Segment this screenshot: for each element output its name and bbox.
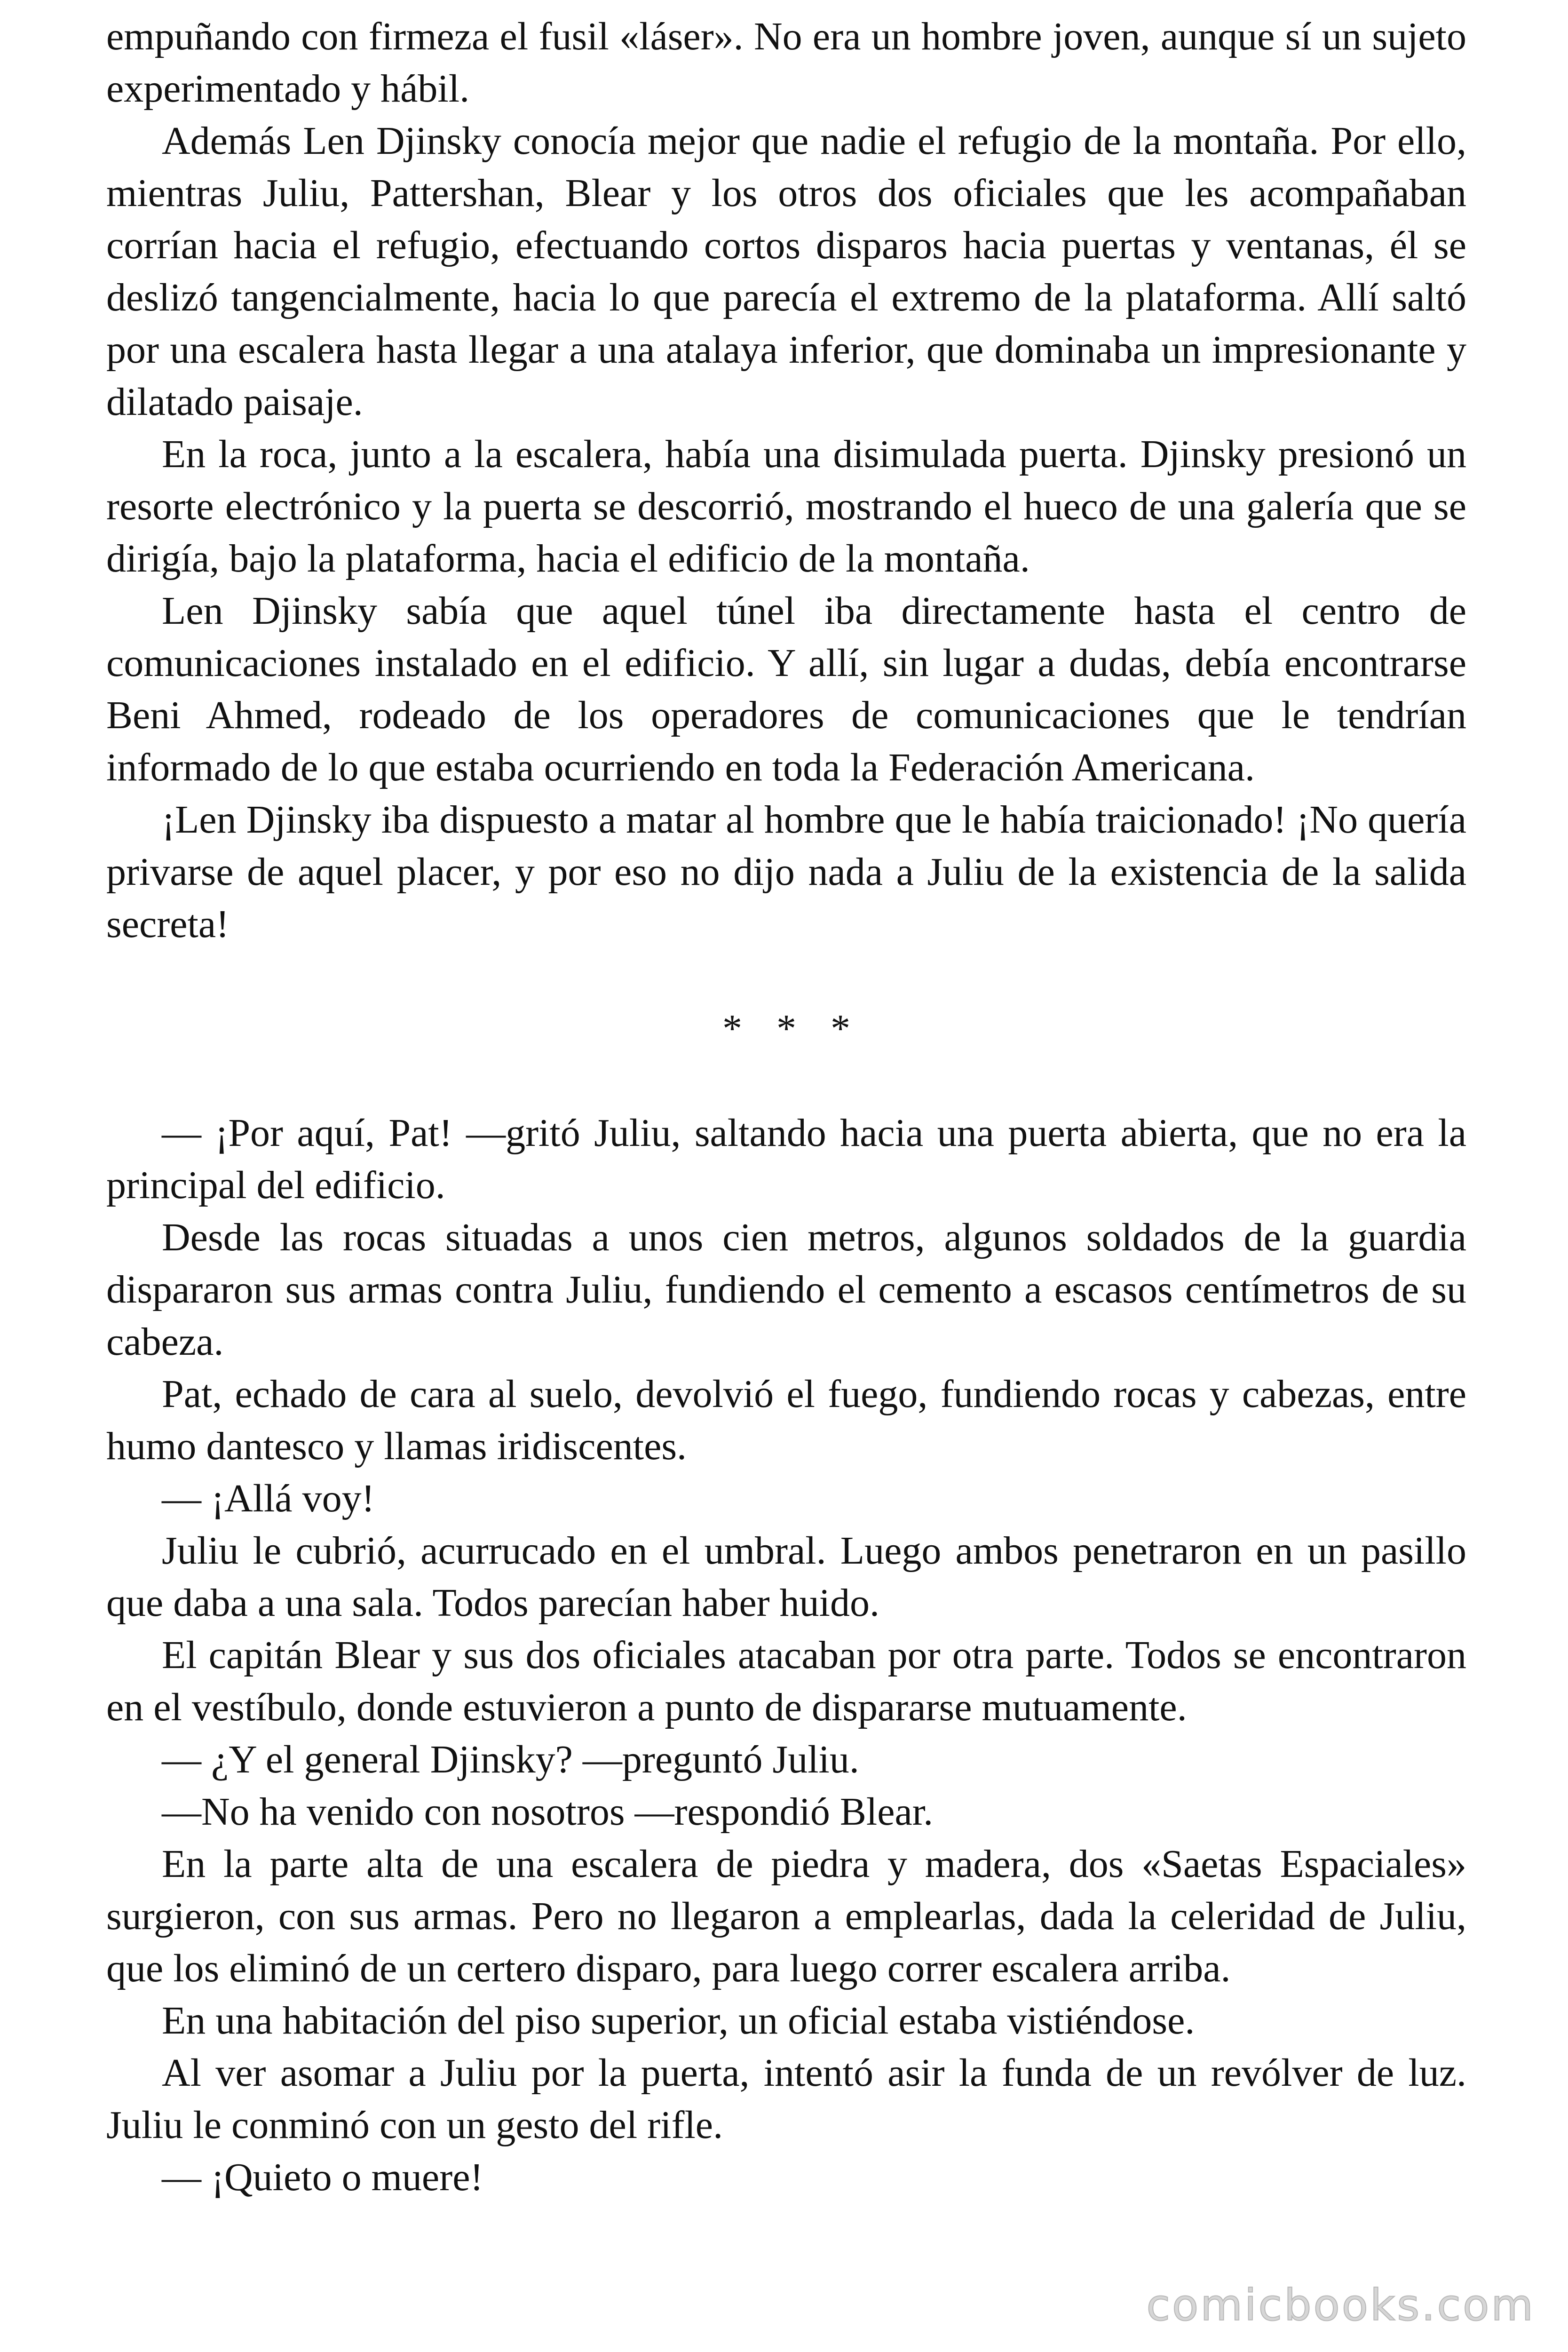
paragraph-revolver: Al ver asomar a Juliu por la puerta, intentó asir la funda de un revólver de luz. Juliu le conminó con un gesto del rifle. <box>106 2051 1466 2147</box>
paragraph-vestibulo: El capitán Blear y sus dos oficiales atacaban por otra parte. Todos se encontraron en el vestíbulo, donde estuvieron a punto de dispararse mutuamente. <box>106 1633 1466 1729</box>
paragraph-dialogue-general: — ¿Y el general Djinsky? —preguntó Juliu. <box>162 1738 859 1781</box>
paragraph-dialogue-blear: —No ha venido con nosotros —respondió Blear. <box>162 1790 934 1834</box>
watermark-logo: comicbooks.com <box>1146 2280 1535 2330</box>
paragraph-habitacion: En una habitación del piso superior, un oficial estaba vistiéndose. <box>162 1999 1195 2042</box>
section-separator <box>106 1002 1466 1107</box>
paragraph-dialogue-quieto: — ¡Quieto o muere! <box>162 2155 483 2199</box>
paragraph-puerta-secreta: En la roca, junto a la escalera, había una disimulada puerta. Djinsky presionó un resorte electrónico y la puerta se descorrió, mostrando el hueco de una galería que se dirigía, bajo la plataforma, hacia el edificio de la montaña. <box>106 432 1466 580</box>
paragraph-dialogue-alla-voy: — ¡Allá voy! <box>162 1477 375 1520</box>
paragraph-disparos-guardia: Desde las rocas situadas a unos cien metros, algunos soldados de la guardia dispararon sus armas contra Juliu, fundiendo el cemento a escasos centímetros de su cabeza. <box>106 1216 1466 1364</box>
paragraph-continuation: empuñando con firmeza el fusil «láser». No era un hombre joven, aunque sí un sujeto experimentado y hábil. <box>106 15 1466 111</box>
text-column <box>106 10 1466 2203</box>
paragraph-venganza: ¡Len Djinsky iba dispuesto a matar al hombre que le había traicionado! ¡No quería privarse de aquel placer, y por eso no dijo nada a Juliu de la existencia de la salida secreta! <box>106 798 1466 946</box>
paragraph-pasillo: Juliu le cubrió, acurrucado en el umbral. Luego ambos penetraron en un pasillo que daba a una sala. Todos parecían haber huido. <box>106 1529 1466 1625</box>
paragraph-tunel: Len Djinsky sabía que aquel túnel iba directamente hasta el centro de comunicaciones instalado en el edificio. Y allí, sin lugar a dudas, debía encontrarse Beni Ahmed, rodeado de los operadores de comunicaciones que le tendrían informado de lo que estaba ocurriendo en toda la Federación Americana. <box>106 589 1466 789</box>
paragraph-dialogue-por-aqui: — ¡Por aquí, Pat! —gritó Juliu, saltando hacia una puerta abierta, que no era la principal del edificio. <box>106 1111 1466 1207</box>
separator-asterisks: * * * <box>722 1007 863 1050</box>
paragraph-pat-fuego: Pat, echado de cara al suelo, devolvió el fuego, fundiendo rocas y cabezas, entre humo dantesco y llamas iridiscentes. <box>106 1372 1466 1468</box>
paragraph-escalera: En la parte alta de una escalera de piedra y madera, dos «Saetas Espaciales» surgieron, con sus armas. Pero no llegaron a emplearlas, dada la celeridad de Juliu, que los eliminó de un certero disparo, para luego correr escalera arriba. <box>106 1842 1466 1990</box>
paragraph-refugio: Además Len Djinsky conocía mejor que nadie el refugio de la montaña. Por ello, mientras Juliu, Pattershan, Blear y los otros dos oficiales que les acompañaban corrían hacia el refugio, efectuando cortos disparos hacia puertas y ventanas, él se deslizó tangencialmente, hacia lo que parecía el extremo de la plataforma. Allí saltó por una escalera hasta llegar a una atalaya inferior, que dominaba un impresionante y dilatado paisaje. <box>106 119 1466 424</box>
